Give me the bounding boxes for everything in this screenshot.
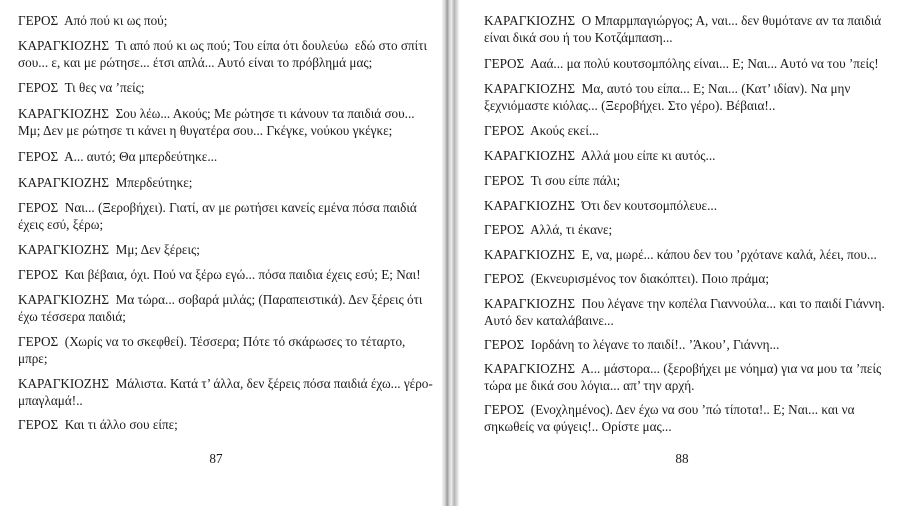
dialogue-paragraph: ΓΕΡΟΣ (Χωρίς να το σκεφθεί). Τέσσερα; Πότε τό σκάρωσες το τέταρτο, μπρε; bbox=[18, 334, 409, 366]
dialogue-paragraph: ΓΕΡΟΣ Τι σου είπε πάλι; bbox=[484, 173, 621, 188]
dialogue-paragraph: ΚΑΡΑΓΚΙΟΖΗΣ Ε, να, μωρέ... κάπου δεν του ’ρχότανε καλά, λέει, που... bbox=[484, 247, 877, 262]
page-number: 87 bbox=[209, 451, 223, 466]
dialogue-paragraph: ΓΕΡΟΣ Ακούς εκεί... bbox=[484, 123, 599, 138]
dialogue-paragraph: ΚΑΡΑΓΚΙΟΖΗΣ Μπερδεύτηκε; bbox=[18, 175, 193, 190]
right-page bbox=[459, 0, 901, 506]
dialogue-paragraph: ΚΑΡΑΓΚΙΟΖΗΣ Μα τώρα... σοβαρά μιλάς; (Παραπειστικά). Δεν ξέρεις ότι έχω τέσσερα παιδιά; bbox=[18, 292, 426, 324]
dialogue-paragraph: ΓΕΡΟΣ Τι θες να ’πείς; bbox=[18, 80, 145, 95]
dialogue-paragraph: ΚΑΡΑΓΚΙΟΖΗΣ Αλλά μου είπε κι αυτός... bbox=[484, 148, 716, 163]
page-number: 88 bbox=[675, 451, 689, 466]
dialogue-paragraph: ΓΕΡΟΣ Και βέβαια, όχι. Πού να ξέρω εγώ... πόσα παιδια έχεις εσύ; Ε; Ναι! bbox=[18, 267, 421, 282]
dialogue-paragraph: ΚΑΡΑΓΚΙΟΖΗΣ Σου λέω... Ακούς; Με ρώτησε τι κάνουν τα παιδιά σου... Μμ; Δεν με ρώτησε τι κάνει η θυγατέρα σου... Γκέγκε, νούκου γκέγκε; bbox=[18, 106, 418, 138]
dialogue-paragraph: ΓΕΡΟΣ Και τι άλλο σου είπε; bbox=[18, 417, 178, 432]
dialogue-paragraph: ΓΕΡΟΣ (Ενοχλημένος). Δεν έχω να σου ’πώ τίποτα!.. Ε; Ναι... και να σηκωθείς να φύγεις!.. Ορίστε μας... bbox=[484, 402, 858, 434]
dialogue-paragraph: ΚΑΡΑΓΚΙΟΖΗΣ Μμ; Δεν ξέρεις; bbox=[18, 242, 200, 257]
dialogue-paragraph: ΓΕΡΟΣ Ααά... μα πολύ κουτσομπόλης είναι... Ε; Ναι... Αυτό να του ’πείς! bbox=[484, 56, 879, 71]
dialogue-paragraph: ΚΑΡΑΓΚΙΟΖΗΣ Που λέγανε την κοπέλα Γιαννούλα... και το παιδί Γιάννη. Αυτό δεν καταλάβαινε... bbox=[484, 296, 888, 328]
dialogue-paragraph: ΓΕΡΟΣ Από πού κι ως πού; bbox=[18, 13, 168, 28]
dialogue-paragraph: ΚΑΡΑΓΚΙΟΖΗΣ Μάλιστα. Κατά τ’ άλλα, δεν ξέρεις πόσα παιδιά έχω... γέρο-μπαγλαμά!.. bbox=[18, 376, 433, 408]
dialogue-paragraph: ΓΕΡΟΣ Ναι... (Ξεροβήχει). Γιατί, αν με ρωτήσει κανείς εμένα πόσα παιδιά έχεις εσύ, ξέρω; bbox=[18, 200, 421, 232]
dialogue-paragraph: ΓΕΡΟΣ (Εκνευρισμένος τον διακόπτει). Ποιο πράμα; bbox=[484, 271, 769, 286]
book-spine bbox=[442, 0, 459, 506]
dialogue-paragraph: ΚΑΡΑΓΚΙΟΖΗΣ Ότι δεν κουτσομπόλευε... bbox=[484, 198, 717, 213]
dialogue-paragraph: ΚΑΡΑΓΚΙΟΖΗΣ Μα, αυτό του είπα... Ε; Ναι... (Κατ’ ιδίαν). Να μην ξεχνιόμαστε κιόλας... (Ξεροβήχει. Στο γέρο). Βέβαια!.. bbox=[484, 81, 854, 113]
dialogue-paragraph: ΓΕΡΟΣ Ιορδάνη το λέγανε το παιδί!.. ’Άκου’, Γιάννη... bbox=[484, 337, 780, 352]
dialogue-paragraph: ΚΑΡΑΓΚΙΟΖΗΣ Α... μάστορα... (ξεροβήχει με νόημα) για να μου τα ’πείς τώρα με δικά σου λόγια... απ’ την αρχή. bbox=[484, 361, 885, 393]
dialogue-paragraph: ΚΑΡΑΓΚΙΟΖΗΣ Τι από πού κι ως πού; Του είπα ότι δουλεύω εδώ στο σπίτι σου... ε, και με ρώτησε... έτσι απλά... Αυτό είναι το πρόβλημά μας; bbox=[18, 38, 431, 70]
dialogue-paragraph: ΓΕΡΟΣ Αλλά, τι έκανε; bbox=[484, 222, 613, 237]
dialogue-paragraph: ΚΑΡΑΓΚΙΟΖΗΣ Ο Μπαρμπαγιώργος; Α, ναι... δεν θυμότανε αν τα παιδιά είναι δικά σου ή του Κοτζάμπαση... bbox=[484, 13, 885, 45]
left-page bbox=[0, 0, 442, 506]
dialogue-paragraph: ΓΕΡΟΣ Α... αυτό; Θα μπερδεύτηκε... bbox=[18, 149, 218, 164]
